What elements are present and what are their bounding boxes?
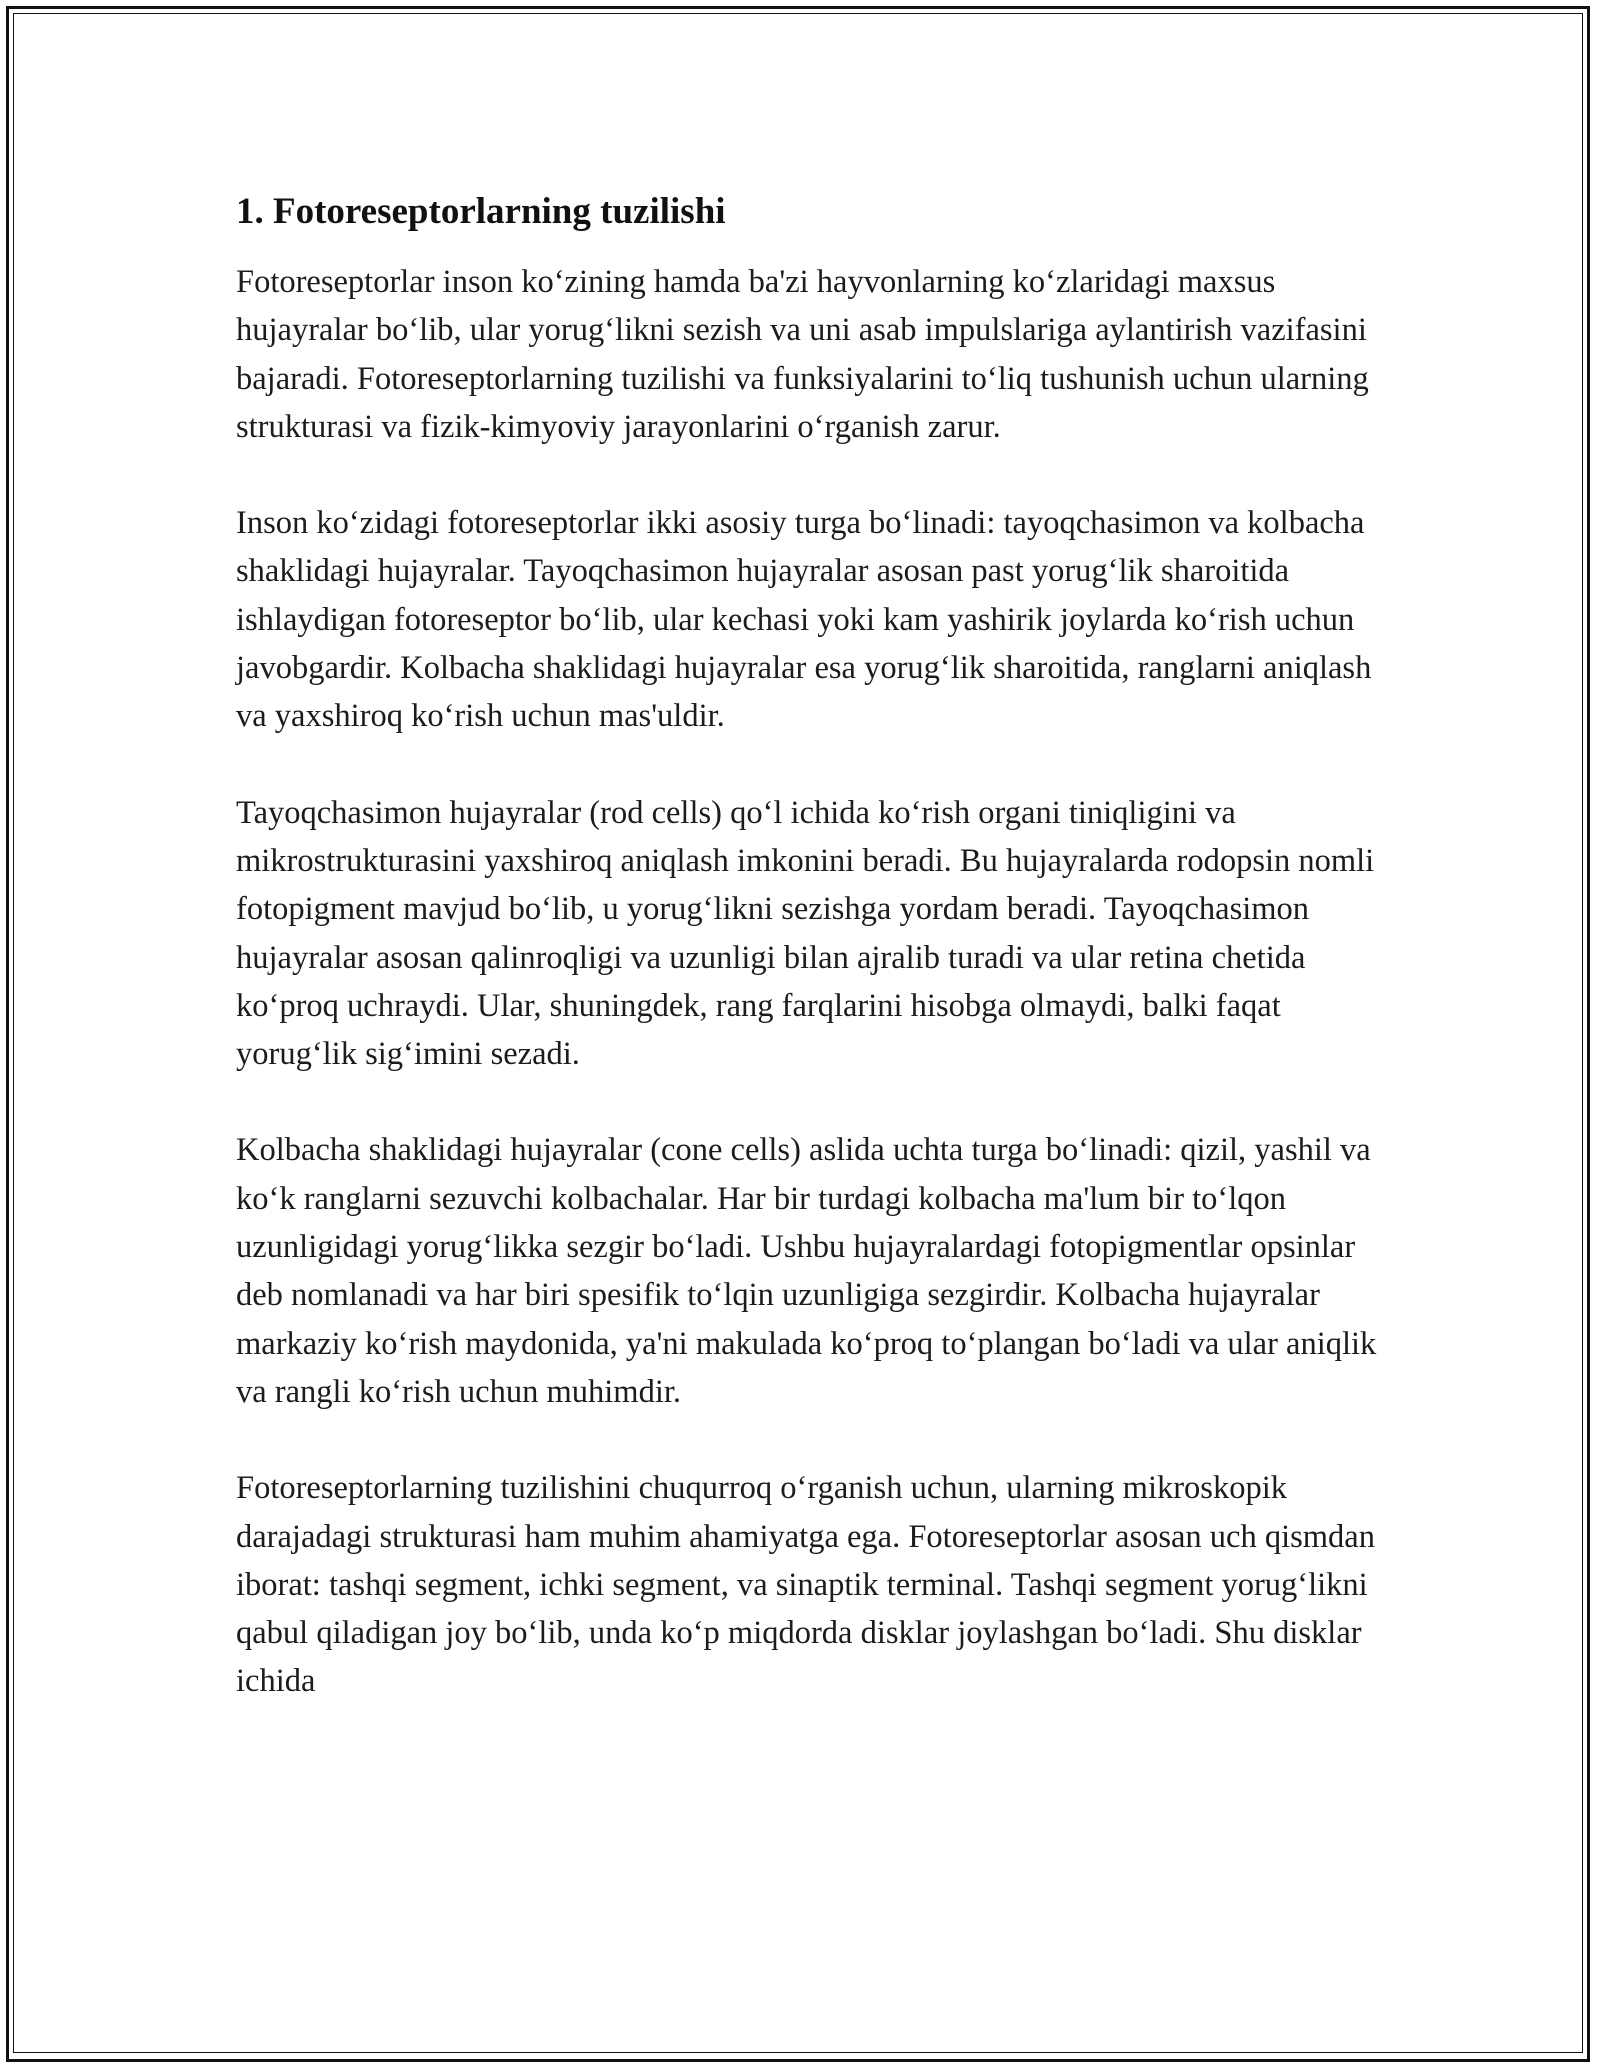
paragraph-intro: Fotoreseptorlar inson ko‘zining hamda ba'zi hayvonlarning ko‘zlaridagi maxsus hujayralar bo‘lib, ular yorug‘likni sezish va uni asab impulslariga aylantirish vazifasini bajaradi. Fotoreseptorlarning tuzilishi va funksiyalarini to‘liq tushunish uchun ularning strukturasi va fizik-kimyoviy jarayonlarini o‘rganish zarur. <box>236 264 1369 445</box>
section-heading: 1. Fotoreseptorlarning tuzilishi <box>236 191 726 232</box>
document-body <box>236 188 1386 1706</box>
paragraph-types: Inson ko‘zidagi fotoreseptorlar ikki asosiy turga bo‘linadi: tayoqchasimon va kolbacha shaklidagi hujayralar. Tayoqchasimon hujayralar asosan past yorug‘lik sharoitida ishlaydigan fotoreseptor bo‘lib, ular kechasi yoki kam yashirik joylarda ko‘rish uchun javobgardir. Kolbacha shaklidagi hujayralar esa yorug‘lik sharoitida, ranglarni aniqlash va yaxshiroq ko‘rish uchun mas'uldir. <box>236 505 1372 735</box>
paragraph-cone-cells: Kolbacha shaklidagi hujayralar (cone cells) aslida uchta turga bo‘linadi: qizil, yashil va ko‘k ranglarni sezuvchi kolbachalar. Har bir turdagi kolbacha ma'lum bir to‘lqon uzunligidagi yorug‘likka sezgir bo‘ladi. Ushbu hujayralardagi fotopigmentlar opsinlar deb nomlanadi va har biri spesifik to‘lqin uzunligiga sezgirdir. Kolbacha hujayralar markaziy ko‘rish maydonida, ya'ni makulada ko‘proq to‘plangan bo‘ladi va ular aniqlik va rangli ko‘rish uchun muhimdir. <box>236 1132 1377 1410</box>
paragraph-rod-cells: Tayoqchasimon hujayralar (rod cells) qo‘l ichida ko‘rish organi tiniqligini va mikrostrukturasini yaxshiroq aniqlash imkonini beradi. Bu hujayralarda rodopsin nomli fotopigment mavjud bo‘lib, u yorug‘likni sezishga yordam beradi. Tayoqchasimon hujayralar asosan qalinroqligi va uzunligi bilan ajralib turadi va ular retina chetida ko‘proq uchraydi. Ular, shuningdek, rang farqlarini hisobga olmaydi, balki faqat yorug‘lik sig‘imini sezadi. <box>236 794 1375 1073</box>
paragraph-structure: Fotoreseptorlarning tuzilishini chuqurroq o‘rganish uchun, ularning mikroskopik darajadagi strukturasi ham muhim ahamiyatga ega. Fotoreseptorlar asosan uch qismdan iborat: tashqi segment, ichki segment, va sinaptik terminal. Tashqi segment yorug‘likni qabul qiladigan joy bo‘lib, unda ko‘p miqdorda disklar joylashgan bo‘ladi. Shu disklar ichida <box>236 1470 1375 1700</box>
